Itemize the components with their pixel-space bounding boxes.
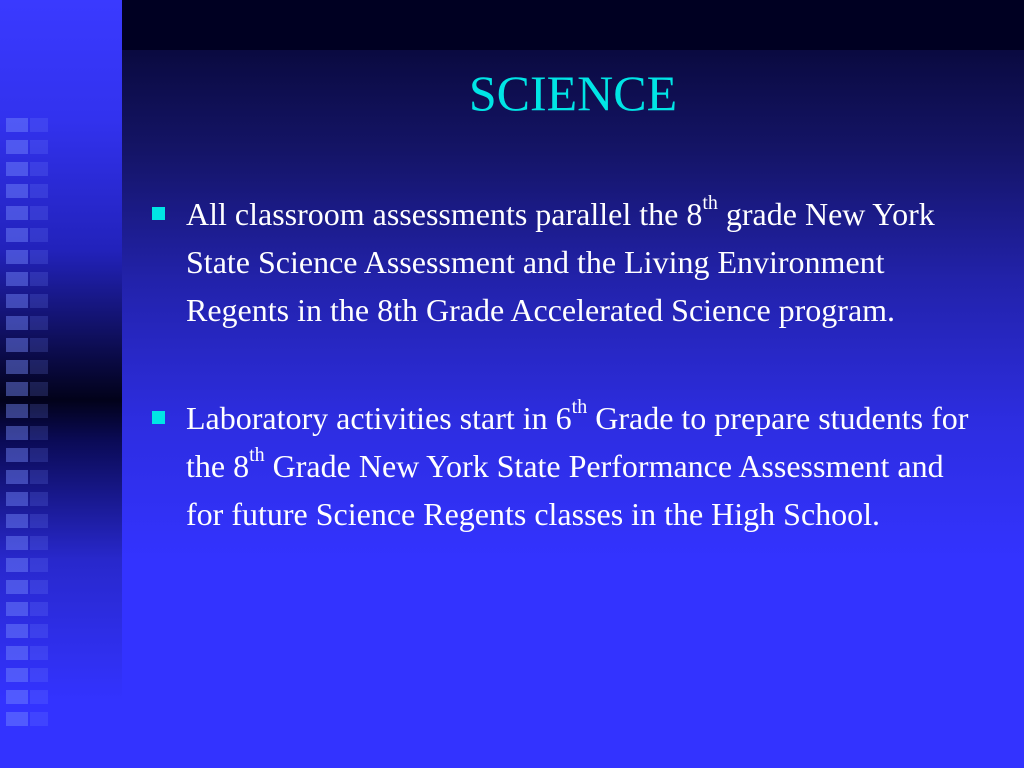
bullet-text: Grade to prepare students for the 8 [186,400,969,484]
decorative-squares-column-faint [30,118,48,728]
ordinal-suffix: th [249,444,265,467]
bullet-text: All classroom assessments parallel the 8 [186,196,703,232]
bullet-text: Grade New York State Performance Assessment and for future Science Regents classes in the High School. [186,448,944,532]
bullet-text: Laboratory activities start in 6 [186,400,572,436]
decorative-squares-column [6,118,28,728]
ordinal-suffix: th [571,396,588,419]
bullet-text: grade New York State Science Assessment and the Living Environment Regents in the 8th Grade Accelerated Science program. [186,196,935,328]
top-dark-band [122,0,1024,50]
square-bullet-icon [152,411,165,424]
left-decorative-strip [0,0,122,768]
square-bullet-icon [152,207,165,220]
bullet-item-assessments [146,190,976,334]
slide-title: SCIENCE [468,65,678,121]
ordinal-suffix: th [702,192,718,215]
bullet-item-laboratory [146,394,976,538]
bullet-list [146,190,976,598]
